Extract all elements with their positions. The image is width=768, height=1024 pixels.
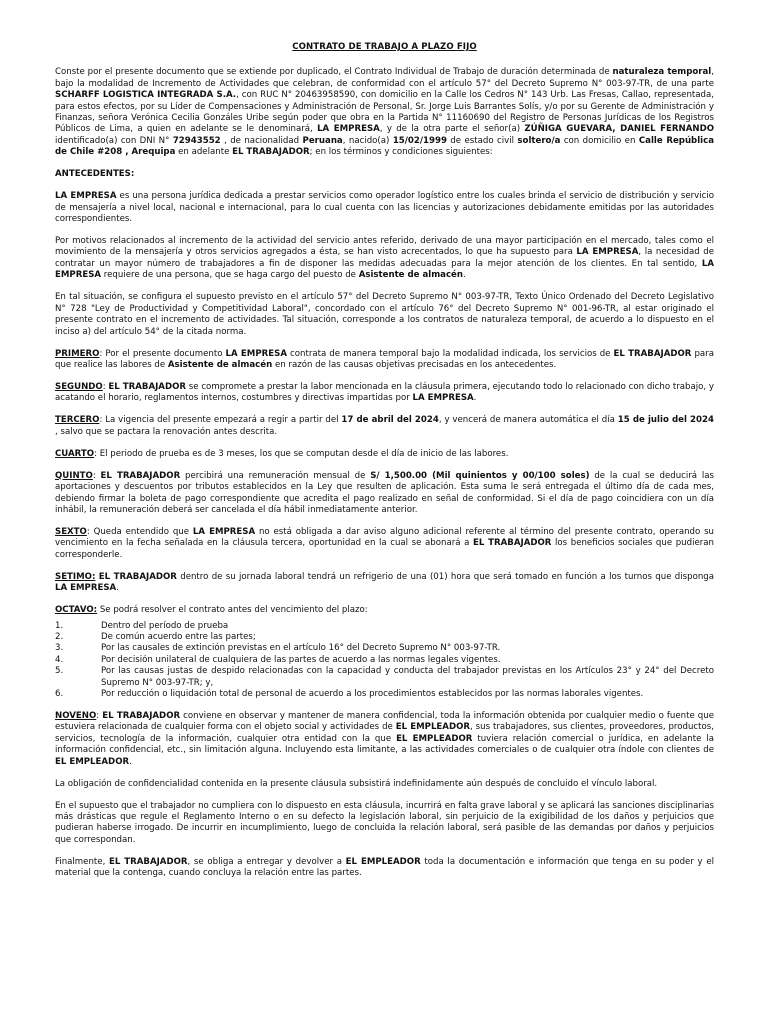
clause-segundo: SEGUNDO: EL TRABAJADOR se compromete a prestar la labor mencionada en la cláusula primera, ejecutando todo lo relacionado con dicho trabajo, y acatando el horario, reglamentos internos, costumbres y directivas impartidas por LA EMPRESA. [55, 381, 714, 404]
antecedentes-heading: ANTECEDENTES: [55, 169, 135, 180]
clause-quinto: QUINTO: EL TRABAJADOR percibirá una remuneración mensual de S/ 1,500.00 (Mil quinientos y 00/100 soles) de la cual se deducirá las aportaciones y descuentos por tributos establecidos en la Ley que resulten de aplicación. Esta suma le será entregada el último día de cada mes, debiendo firmar la boleta de pago correspondiente que acredita el pago realizado en señal de conformidad. Si el día de pago coincidiera con un día inhábil, la remuneración deberá ser cancelada el día hábil inmediatamente anterior. [55, 470, 714, 515]
clause-cuarto: CUARTO: El periodo de prueba es de 3 meses, los que se computan desde el día de inicio de las labores. [55, 448, 509, 459]
list-item: 3. Por las causales de extinción previstas en el artículo 16° del Decreto Supremo N° 003-97-TR. [55, 643, 501, 654]
clause-setimo: SETIMO: EL TRABAJADOR dentro de su jornada laboral tendrá un refrigerio de una (01) hora que será tomado en función a los turnos que disponga LA EMPRESA. [55, 571, 715, 594]
list-item: 6. Por reducción o liquidación total de personal de acuerdo a los procedimientos establecidos por las normas laborales vigentes. [55, 689, 644, 699]
clause-octavo: OCTAVO: Se podrá resolver el contrato antes del vencimiento del plazo: [55, 605, 368, 616]
clause-sexto: SEXTO: Queda entendido que LA EMPRESA no está obligada a dar aviso alguno adicional referente al término del presente contrato, operando su vencimiento en la fecha señalada en la cláusula tercera, oportunidad en la cual se abonará a EL TRABAJADOR los beneficios sociales que pudieran corresponderle. [55, 526, 714, 560]
clause-noveno: NOVENO: EL TRABAJADOR conviene en observar y mantener de manera confidencial, toda la información obtenida por cualquier medio o fuente que estuviera relacionada de cualquier forma con el objeto social y actividades de EL EMPLEADOR, sus trabajadores, sus clientes, proveedores, productos, servicios, tecnología de la información, cualquier otra entidad con la que EL EMPLEADOR tuviera relación comercial o jurídica, en adelante la información confidencial, etc., sin limitación alguna. Incluyendo esta limitante, a las actividades comerciales o de cualquier otra índole con clientes de EL EMPLEADOR. [55, 711, 714, 767]
intro-paragraph: Conste por el presente documento que se extiende por duplicado, el Contrato Individual de Trabajo de duración determinada de naturaleza temporal, bajo la modalidad de Incremento de Actividades que celebran, de conformidad con el artículo 57° del Decreto Supremo N° 003-97-TR, de una parte SCHARFF LOGISTICA INTEGRADA S.A., con RUC N° 20463958590, con domicilio en la Calle los Cedros N° 143 Urb. Las Fresas, Callao, representada, para estos efectos, por su Líder de Compensaciones y Administración de Personal, Sr. Jorge Luis Barrantes Solís, y/o por su Gerente de Administración y Finanzas, señora Verónica Cecilia Gonzáles Uribe según poder que obra en la Partida N° 11160690 del Registro de Personas Jurídicas de los Registros Públicos de Lima, a quien en adelante se le denominará, LA EMPRESA, y de la otra parte el señor(a) ZÚÑIGA GUEVARA, DANIEL FERNANDO identificado(a) con DNI N° 72943552 , de nacionalidad Peruana, nacido(a) 15/02/1999 de estado civil soltero/a con domicilio en Calle República de Chile #208 , Arequipa en adelante EL TRABAJADOR; en los términos y condiciones siguientes: [55, 67, 715, 158]
octavo-list [55, 621, 714, 701]
list-item: 1. Dentro del período de prueba [55, 620, 229, 631]
list-item: 4. Por decisión unilateral de cualquiera de las partes de acuerdo a las normas legales vigentes. [55, 654, 501, 665]
clause-tercero: TERCERO: La vigencia del presente empezará a regir a partir del 17 de abril del 2024, y vencerá de manera automática el día 15 de julio del 2024 , salvo que se pactara la renovación antes descrita. [55, 415, 714, 437]
document-title: CONTRATO DE TRABAJO A PLAZO FIJO [292, 42, 477, 52]
list-item: 5. Por las causas justas de despido relacionadas con la capacidad y conducta del trabajador previstas en los Artículos 23° y 24° del Decreto Supremo N° 003-97-TR; y, [55, 666, 714, 688]
noveno-paragraph-3: En el supuesto que el trabajador no cumpliera con lo dispuesto en esta cláusula, incurrirá en falta grave laboral y se aplicará las sanciones disciplinarias más drásticas que regule el Reglamento Interno o en su defecto la legislación laboral, sin perjuicio de la exigibilidad de los daños y perjuicios que pudieran haberse irrogado. De incurrir en incumplimiento, luego de concluida la relación laboral, será pasible de las demandas por daños y perjuicios que correspondan. [55, 800, 714, 845]
antecedentes-paragraph-1: LA EMPRESA es una persona jurídica dedicada a prestar servicios como operador logístico entre los cuales brinda el servicio de distribución y servicio de mensajería a nivel local, nacional e internacional, para lo cual cuenta con las licencias y autorizaciones debidamente emitidas por las autoridades correspondientes. [55, 191, 715, 225]
list-item: 2. De común acuerdo entre las partes; [55, 631, 256, 642]
antecedentes-paragraph-3: En tal situación, se configura el supuesto previsto en el artículo 57° del Decreto Supremo N° 003-97-TR, Texto Único Ordenado del Decreto Legislativo N° 728 "Ley de Productividad y Competitividad Laboral", concordado con el artículo 76° del Decreto Supremo N° 001-96-TR, al estar originado el presente contrato en el incremento de actividades. Tal situación, corresponde a los contratos de naturaleza temporal, de acuerdo a lo dispuesto en el inciso a) del artículo 54° de la citada norma. [55, 292, 714, 337]
clause-primero: PRIMERO: Por el presente documento LA EMPRESA contrata de manera temporal bajo la modalidad indicada, los servicios de EL TRABAJADOR para que realice las labores de Asistente de almacén en razón de las causas objetivas precisadas en los antecedentes. [55, 348, 714, 370]
antecedentes-paragraph-2: Por motivos relacionados al incremento de la actividad del servicio antes referido, derivado de una mayor participación en el mercado, tales como el movimiento de la mensajería y otros servicios agregados a ésta, se han visto acrecentados, lo que ha supuesto para LA EMPRESA, la necesidad de contratar un mayor número de trabajadores a fin de disponer las medidas adecuadas para la mejor atención de los clientes. En tal sentido, LA EMPRESA requiere de una persona, que se haga cargo del puesto de Asistente de almacén. [55, 236, 714, 281]
noveno-paragraph-4: Finalmente, EL TRABAJADOR, se obliga a entregar y devolver a EL EMPLEADOR toda la documentación e información que tenga en su poder y el material que la contenga, cuando concluya la relación entre las partes. [55, 856, 714, 879]
noveno-paragraph-2: La obligación de confidencialidad contenida en la presente cláusula subsistirá indefinidamente aún después de concluido el vínculo laboral. [55, 778, 658, 789]
